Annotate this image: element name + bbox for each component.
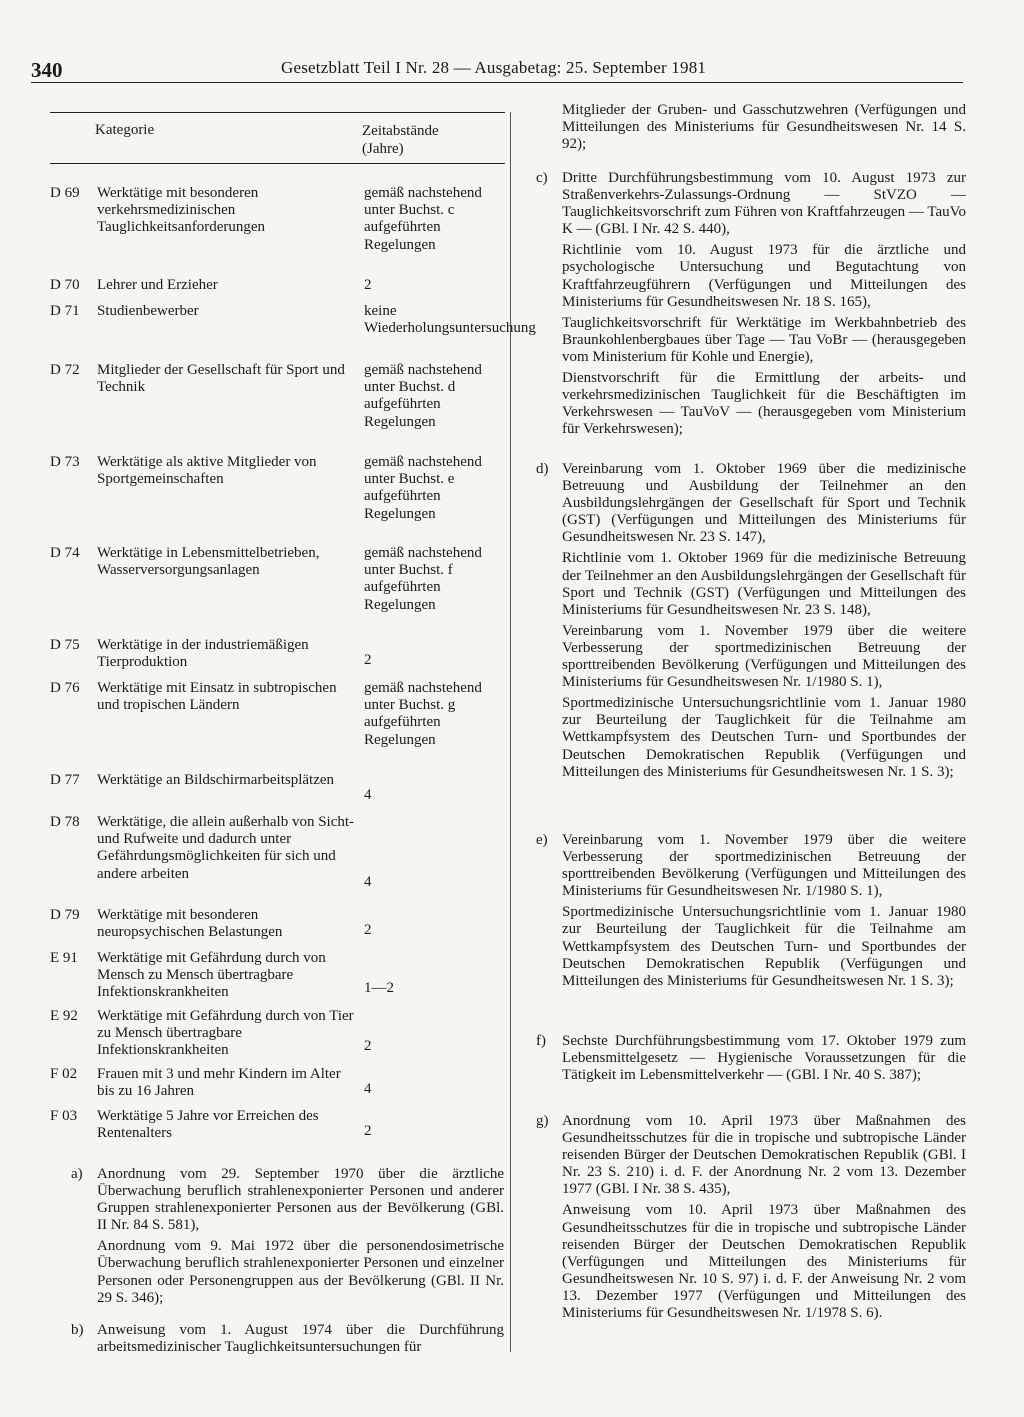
interval-value: keine Wiederholungsuntersuchung xyxy=(364,303,536,337)
category-name: Werktätige als aktive Mitglieder von Sportgemeinschaften xyxy=(97,454,317,488)
footnote-b-text-continued: Mitglieder der Gruben- und Gasschutzwehren (Verfügungen und Mitteilungen des Ministeriums für Gesundheitswesen Nr. 14 S. 92); xyxy=(562,102,966,153)
category-code: F 02 xyxy=(50,1066,78,1082)
interval-value: gemäß nachstehend unter Buchst. d aufgeführten Regelungen xyxy=(364,362,482,430)
table-header xyxy=(50,112,505,164)
category-name: Frauen mit 3 und mehr Kindern im Alter bis zu 16 Jahren xyxy=(97,1066,341,1100)
category-name: Lehrer und Erzieher xyxy=(97,277,218,293)
category-name: Werktätige mit besonderen neuropsychischen Belastungen xyxy=(97,907,283,941)
interval-value: 2 xyxy=(364,1038,372,1054)
column-header-interval: Zeitabstände (Jahre) xyxy=(362,123,439,157)
footnote-e-text-1: Vereinbarung vom 1. November 1979 über die weitere Verbesserung der sportmedizinischen Betreuung der sporttreibenden Bevölkerung (Verfügungen und Mitteilungen des Ministeriums für Gesundheitswesen Nr. 1/1980 S. 1), xyxy=(562,832,966,900)
footnote-d-text-1: Vereinbarung vom 1. Oktober 1969 über die medizinische Betreuung und Ausbildung der Teilnehmer an den Ausbildungslehrgängen der Gesellschaft für Sport und Technik (GST) (Verfügungen und Mitteilungen des Ministeriums für Gesundheitswesen Nr. 23 S. 147), xyxy=(562,461,966,546)
category-code: D 77 xyxy=(50,772,80,788)
category-code: E 91 xyxy=(50,950,78,966)
interval-value: 2 xyxy=(364,922,372,938)
footnote-e xyxy=(536,832,966,994)
interval-value: gemäß nachstehend unter Buchst. c aufgeführten Regelungen xyxy=(364,185,482,253)
footnote-d-text-3: Vereinbarung vom 1. November 1979 über die weitere Verbesserung der sportmedizinischen Betreuung der sporttreibenden Bevölkerung (Verfügungen und Mitteilungen des Ministeriums für Gesundheitswesen Nr. 1/1980 S. 1), xyxy=(562,622,966,691)
footnote-mark: b) xyxy=(71,1322,84,1338)
footnote-mark: c) xyxy=(536,170,548,186)
interval-value: gemäß nachstehend unter Buchst. f aufgeführten Regelungen xyxy=(364,545,482,613)
category-name: Werktätige mit Einsatz in subtropischen und tropischen Ländern xyxy=(97,680,337,714)
category-code: D 79 xyxy=(50,907,80,923)
footnote-mark: f) xyxy=(536,1033,546,1049)
category-code: D 73 xyxy=(50,454,80,470)
category-code: D 74 xyxy=(50,545,80,561)
category-code: E 92 xyxy=(50,1008,78,1024)
footnote-mark: d) xyxy=(536,461,549,477)
category-name: Werktätige in der industriemäßigen Tierproduktion xyxy=(97,637,309,671)
footnote-c-text-2: Richtlinie vom 10. August 1973 für die ärztliche und psychologische Untersuchung und Begutachtung von Kraftfahrzeugführern (Verfügungen und Mitteilungen des Ministeriums für Gesundheitswesen Nr. 18 S. 165), xyxy=(562,242,966,310)
footnote-d xyxy=(536,461,966,785)
footnote-b-text-1: Anweisung vom 1. August 1974 über die Durchführung arbeitsmedizinischer Tauglichkeitsuntersuchungen für xyxy=(97,1322,504,1356)
column-divider xyxy=(510,112,511,1352)
interval-value: gemäß nachstehend unter Buchst. g aufgeführten Regelungen xyxy=(364,680,482,748)
header-rule xyxy=(31,82,963,83)
footnote-a-text-1: Anordnung vom 29. September 1970 über die ärztliche Überwachung beruflich strahlenexponierter Personen und anderer Gruppen strahlenexponierter Personen aus der Bevölkerung (GBl. II Nr. 84 S. 581), xyxy=(97,1166,504,1234)
category-name: Studienbewerber xyxy=(97,303,199,319)
interval-value: gemäß nachstehend unter Buchst. e aufgeführten Regelungen xyxy=(364,454,482,522)
interval-value: 4 xyxy=(364,874,372,890)
footnote-f xyxy=(536,1033,966,1088)
category-name: Werktätige mit besonderen verkehrsmedizinischen Tauglichkeitsanforderungen xyxy=(97,185,266,236)
footnote-b-continued xyxy=(562,102,966,157)
footnote-g-text-1: Anordnung vom 10. April 1973 über Maßnahmen des Gesundheitsschutzes für die in tropische und subtropische Länder reisenden Bürger der Deutschen Demokratischen Republik (GBl. I Nr. 23 S. 210) i. d. F. der Anordnung Nr. 2 vom 13. Dezember 1977 (GBl. I Nr. 38 S. 435), xyxy=(562,1113,966,1198)
left-column xyxy=(50,112,505,164)
category-name: Mitglieder der Gesellschaft für Sport und Technik xyxy=(97,362,345,396)
category-name: Werktätige mit Gefährdung durch von Mensch zu Mensch übertragbare Infektionskrankheiten xyxy=(97,950,326,1001)
category-code: D 71 xyxy=(50,303,80,319)
footnote-mark: a) xyxy=(71,1166,83,1182)
category-name: Werktätige in Lebensmittelbetrieben, Wasserversorgungsanlagen xyxy=(97,545,320,579)
column-header-category: Kategorie xyxy=(95,122,155,138)
footnote-d-text-2: Richtlinie vom 1. Oktober 1969 für die medizinische Betreuung der Teilnehmer an den Ausbildungslehrgängen der Gesellschaft für Sport und Technik (GST) (Verfügungen und Mitteilungen des Ministeriums für Gesundheitswesen Nr. 23 S. 148), xyxy=(562,550,966,618)
footnote-mark: e) xyxy=(536,832,548,848)
category-name: Werktätige mit Gefährdung durch von Tier zu Mensch übertragbare Infektionskrankheiten xyxy=(97,1008,354,1059)
footnote-b xyxy=(71,1322,504,1360)
interval-value: 2 xyxy=(364,652,372,668)
interval-value: 4 xyxy=(364,787,372,803)
category-name: Werktätige an Bildschirmarbeitsplätzen xyxy=(97,772,335,788)
interval-value: 2 xyxy=(364,1123,372,1139)
category-name: Werktätige 5 Jahre vor Erreichen des Rentenalters xyxy=(97,1108,319,1142)
page-number: 340 xyxy=(31,58,63,82)
footnote-mark: g) xyxy=(536,1113,549,1129)
footnote-g xyxy=(536,1113,966,1326)
footnote-c-text-4: Dienstvorschrift für die Ermittlung der arbeits- und verkehrsmedizinischen Tauglichkeit für die Beschäftigten im Verkehrswesen — TauVoV — (herausgegeben vom Ministerium für Verkehrswesen); xyxy=(562,370,966,438)
category-code: D 78 xyxy=(50,814,80,830)
category-code: D 70 xyxy=(50,277,80,293)
interval-value: 4 xyxy=(364,1081,372,1097)
interval-value: 2 xyxy=(364,277,372,293)
running-head: Gesetzblatt Teil I Nr. 28 — Ausgabetag: 25. September 1981 xyxy=(281,58,707,77)
footnote-g-text-2: Anweisung vom 10. April 1973 über Maßnahmen des Gesundheitsschutzes für die in tropische und subtropische Länder reisenden Bürger der Deutschen Demokratischen Republik (Verfügungen und Mitteilungen des Ministeriums für Gesundheitswesen Nr. 10 S. 97) i. d. F. der Anweisung Nr. 2 vom 13. Dezember 1977 (Verfügungen und Mitteilungen des Ministeriums für Gesundheitswesen Nr. 1/1978 S. 6). xyxy=(562,1202,966,1322)
footnote-d-text-4: Sportmedizinische Untersuchungsrichtlinie vom 1. Januar 1980 zur Beurteilung der Tauglichkeit für die Teilnahme am Wettkampfsystem des Deutschen Turn- und Sportbundes der Deutschen Demokratischen Republik (Verfügungen und Mitteilungen des Ministeriums für Gesundheitswesen Nr. 1 S. 3); xyxy=(562,695,966,780)
footnote-f-text-1: Sechste Durchführungsbestimmung vom 17. Oktober 1979 zum Lebensmittelgesetz — Hygienische Voraussetzungen für die Tätigkeit im Lebensmittelverkehr — (GBl. I Nr. 40 S. 387); xyxy=(562,1033,966,1084)
page-header xyxy=(31,58,963,82)
category-code: D 69 xyxy=(50,185,80,201)
category-code: D 76 xyxy=(50,680,80,696)
category-code: F 03 xyxy=(50,1108,78,1124)
category-code: D 75 xyxy=(50,637,80,653)
footnote-c-text-3: Tauglichkeitsvorschrift für Werktätige im Werkbahnbetrieb des Braunkohlenbergbaues über Tage — Tau VoBr — (herausgegeben vom Ministerium für Kohle und Energie), xyxy=(562,314,966,365)
footnote-a xyxy=(71,1166,504,1311)
category-name: Werktätige, die allein außerhalb von Sicht- und Rufweite und dadurch unter Gefährdungsmöglichkeiten für sich und andere arbeiten xyxy=(97,814,355,882)
footnote-c xyxy=(536,170,966,442)
interval-value: 1—2 xyxy=(364,980,394,996)
footnote-e-text-2: Sportmedizinische Untersuchungsrichtlinie vom 1. Januar 1980 zur Beurteilung der Tauglichkeit für die Teilnahme am Wettkampfsystem des Deutschen Turn- und Sportbundes der Deutschen Demokratischen Republik (Verfügungen und Mitteilungen des Ministeriums für Gesundheitswesen Nr. 1 S. 3); xyxy=(562,904,966,989)
category-code: D 72 xyxy=(50,362,80,378)
footnote-c-text-1: Dritte Durchführungsbestimmung vom 10. August 1973 zur Straßenverkehrs-Zulassungs-Ordnung — StVZO — Tauglichkeitsvorschrift zum Führen von Kraftfahrzeugen — TauVo K — (GBl. I Nr. 42 S. 440), xyxy=(562,170,966,238)
footnote-a-text-2: Anordnung vom 9. Mai 1972 über die personendosimetrische Überwachung beruflich strahlenexponierter Personen und einzelner Personen oder Personengruppen aus der Bevölkerung (GBl. II Nr. 29 S. 346); xyxy=(97,1238,504,1306)
